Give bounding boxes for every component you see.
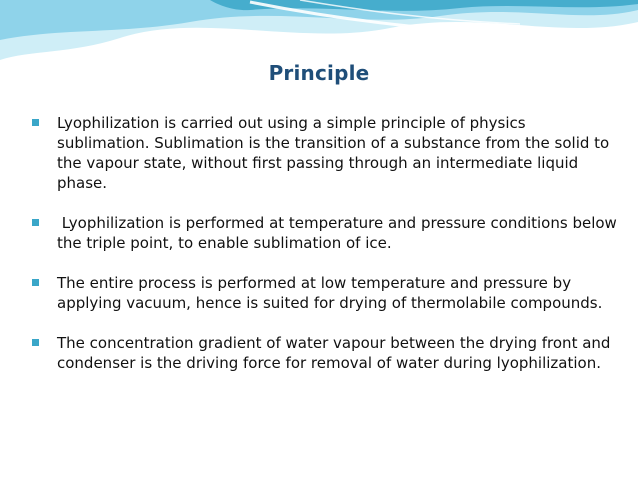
bullet-text: The concentration gradient of water vapour between the drying front and condenser is the driving force for removal of water during lyophilization. <box>57 334 611 372</box>
bullet-item <box>32 113 622 193</box>
bullet-text: Lyophilization is performed at temperature and pressure conditions below the triple point, to enable sublimation of ice. <box>57 214 622 252</box>
bullet-item <box>32 273 622 313</box>
bullet-text: The entire process is performed at low temperature and pressure by applying vacuum, hence is suited for drying of thermolabile compounds. <box>57 274 603 312</box>
bullet-text: Lyophilization is carried out using a simple principle of physics sublimation. Sublimation is the transition of a substance from the solid to the vapour state, without first passing through an intermediate liquid phase. <box>57 114 610 192</box>
square-bullet-icon <box>32 339 39 346</box>
bullet-list <box>32 113 622 393</box>
bullet-item <box>32 333 622 373</box>
bullet-item <box>32 213 622 253</box>
square-bullet-icon <box>32 279 39 286</box>
square-bullet-icon <box>32 219 39 226</box>
slide-title: Principle <box>268 61 370 85</box>
square-bullet-icon <box>32 119 39 126</box>
